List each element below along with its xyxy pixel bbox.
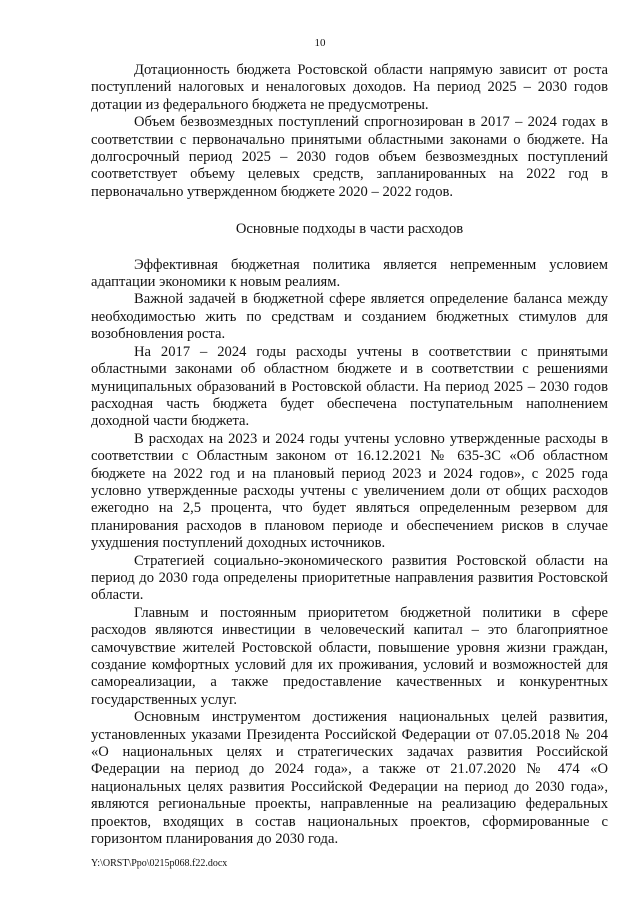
paragraph: Дотационность бюджета Ростовской области напрямую зависит от роста поступлений налоговых и неналоговых доходов. На период 2025 – 2030 годов дотации из федерального бюджета не предусмотрены. xyxy=(91,62,608,113)
paragraph: Объем безвозмездных поступлений спрогнозирован в 2017 – 2024 годах в соответствии с первоначально принятыми областными законами о бюджете. На долгосрочный период 2025 – 2030 годов объем безвозмездных поступлений соответствует объему целевых средств, запланированных на 2022 год в первоначально утвержденном бюджете 2020 – 2022 годов. xyxy=(91,114,608,200)
paragraph: Важной задачей в бюджетной сфере является определение баланса между необходимостью жить по средствам и созданием бюджетных стимулов для возобновления роста. xyxy=(91,291,608,343)
paragraph: Основным инструментом достижения национальных целей развития, установленных указами Президента Российской Федерации от 07.05.2018 № 204 «О национальных целях и стратегических задачах развития Российской Федерации на период до 2024 года», а также от 21.07.2020 № 474 «О национальных целях развития Российской Федерации на период до 2030 года», являются региональные проекты, направленные на реализацию федеральных проектов, входящих в состав национальных проектов, сформированные с горизонтом планирования до 2030 года. xyxy=(91,709,608,848)
page-number: 10 xyxy=(314,37,326,49)
footer-file-path: Y:\ORST\Ppo\0215p068.f22.docx xyxy=(91,858,228,869)
paragraph: Главным и постоянным приоритетом бюджетной политики в сфере расходов являются инвестиции в человеческий капитал – это благоприятное самочувствие жителей Ростовской области, повышение уровня жизни граждан, создание комфортных условий для их проживания, условий и возможностей для самореализации, а также предоставление качественных и конкурентных государственных услуг. xyxy=(91,604,608,708)
document-body xyxy=(91,62,608,848)
paragraph: Стратегией социально-экономического развития Ростовской области на период до 2030 года определены приоритетные направления развития Ростовской области. xyxy=(91,552,608,604)
paragraph: Эффективная бюджетная политика является непременным условием адаптации экономики к новым реалиям. xyxy=(91,256,608,291)
paragraph: В расходах на 2023 и 2024 годы учтены условно утвержденные расходы в соответствии с Областным законом от 16.12.2021 № 635-ЗС «Об областном бюджете на 2022 год и на плановый период 2023 и 2024 годов», с 2025 года условно утвержденные расходы учтены с увеличением доли от общих расходов ежегодно на 2,5 процента, что будет являться определенным резервом для планирования расходов в плановом периоде и обеспечением рисков в случае ухудшения поступлений доходных источников. xyxy=(91,430,608,552)
paragraph: На 2017 – 2024 годы расходы учтены в соответствии с принятыми областными законами об областном бюджете и в соответствии с решениями муниципальных образований в Ростовской области. На период 2025 – 2030 годов расходная часть бюджета будет обеспечена поступательным наполнением доходной части бюджета. xyxy=(91,343,608,430)
section-heading: Основные подходы в части расходов xyxy=(235,221,464,238)
